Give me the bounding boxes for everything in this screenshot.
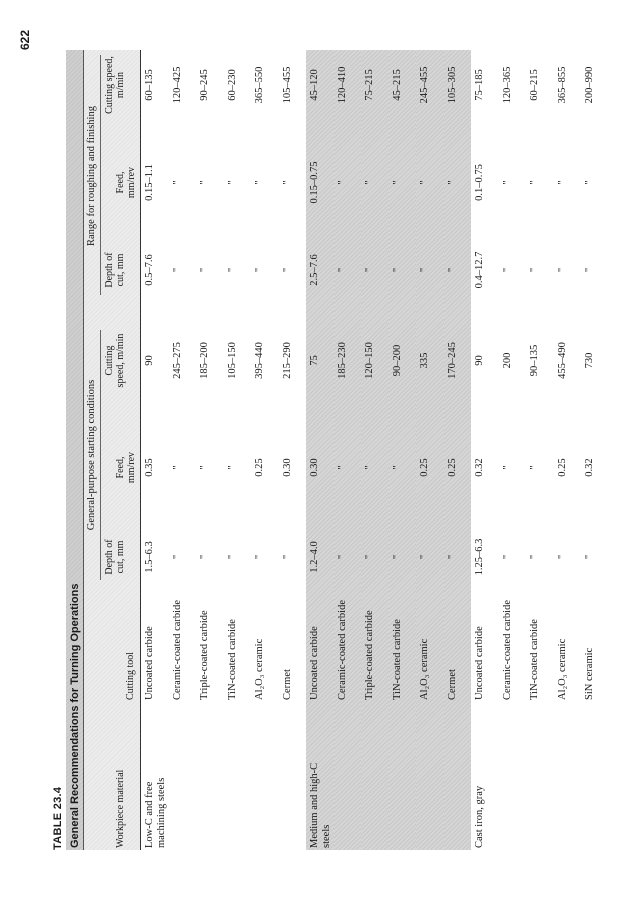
table-row <box>251 50 279 850</box>
cell-r-speed: 90–245 <box>199 69 210 101</box>
table-row <box>471 50 499 850</box>
cell-tool: Al₂O₃ ceramic <box>254 638 265 700</box>
cell-r-speed: 105–305 <box>446 66 458 104</box>
table-header <box>84 50 141 850</box>
cell-r-depth: " <box>199 267 210 273</box>
cell-r-speed: 120–425 <box>171 66 183 104</box>
cell-g-speed: 185–200 <box>199 342 210 379</box>
table-row <box>581 50 609 850</box>
cell-g-feed: 0.35 <box>144 458 155 477</box>
group-general-header: General-purpose starting conditions <box>86 379 97 531</box>
cell-g-speed: 185–230 <box>336 342 348 379</box>
cell-g-feed: " <box>171 465 183 470</box>
cell-r-speed: 60–230 <box>226 69 238 101</box>
cell-tool: TiN-coated carbide <box>391 619 403 700</box>
cell-workpiece: Low-C and free machining steels <box>144 777 167 848</box>
cell-r-feed: " <box>529 180 540 185</box>
cell-tool: Cermet <box>446 669 458 700</box>
cell-r-speed: 75–215 <box>364 69 375 101</box>
cell-r-speed: 60–215 <box>529 69 540 101</box>
page-number: 622 <box>18 29 32 50</box>
cell-tool: Ceramic-coated carbide <box>501 600 513 700</box>
table-row <box>334 50 362 850</box>
table-row <box>306 50 334 850</box>
cell-g-speed: 215–290 <box>281 342 293 379</box>
cell-g-depth: " <box>584 554 595 560</box>
cell-r-speed: 365–855 <box>556 66 568 104</box>
cell-g-depth: " <box>336 554 348 560</box>
group-general-rule <box>100 330 101 580</box>
cell-r-depth: " <box>529 267 540 273</box>
table-body <box>141 50 611 850</box>
cell-r-speed: 45–215 <box>391 69 403 101</box>
cell-r-feed: 0.15–0.75 <box>309 161 320 204</box>
table-row <box>444 50 472 850</box>
cell-r-feed: 0.1–0.75 <box>474 164 485 201</box>
rotated-table <box>52 50 612 850</box>
cell-r-feed: " <box>199 180 210 185</box>
col-r-speed: Cutting speed, m/min <box>104 56 126 114</box>
cell-tool: Ceramic-coated carbide <box>171 600 183 700</box>
cell-g-speed: 245–275 <box>171 342 183 379</box>
cell-g-speed: 730 <box>584 352 595 369</box>
cell-tool: TiN-coated carbide <box>226 619 238 700</box>
cell-r-depth: " <box>446 267 458 273</box>
cell-workpiece: Cast iron, gray <box>474 785 485 848</box>
cell-r-feed: 0.15–1.1 <box>144 164 155 201</box>
table-row <box>389 50 417 850</box>
cell-g-depth: 1.25–6.3 <box>474 538 485 576</box>
cell-r-feed: " <box>446 180 458 185</box>
cell-g-depth: " <box>446 554 458 560</box>
cell-g-feed: " <box>501 465 513 470</box>
cell-r-feed: " <box>501 180 513 185</box>
cell-r-depth: 0.4–12.7 <box>474 251 485 289</box>
cell-r-speed: 245–455 <box>419 66 430 104</box>
cell-g-feed: 0.30 <box>309 458 320 477</box>
cell-r-speed: 120–410 <box>336 66 348 104</box>
cell-g-depth: 1.2–4.0 <box>309 541 320 573</box>
cell-g-speed: 170–245 <box>446 342 458 379</box>
cell-r-depth: " <box>254 267 265 273</box>
cell-tool: Al₂O₃ ceramic <box>556 638 568 700</box>
cell-tool: Triple-coated carbide <box>364 610 375 700</box>
table-row <box>361 50 389 850</box>
group-range-header: Range for roughing and finishing <box>86 106 97 246</box>
table-row <box>279 50 307 850</box>
cell-r-depth: " <box>336 267 348 273</box>
cell-g-depth: 1.5–6.3 <box>144 541 155 573</box>
cell-g-feed: 0.25 <box>419 458 430 477</box>
cell-g-depth: " <box>419 554 430 560</box>
cell-r-speed: 200–990 <box>584 66 595 104</box>
table-row <box>526 50 554 850</box>
cell-r-speed: 45–120 <box>309 69 320 101</box>
cell-r-depth: " <box>501 267 513 273</box>
cell-r-speed: 120–365 <box>501 66 513 104</box>
cell-g-depth: " <box>391 554 403 560</box>
cell-tool: Uncoated carbide <box>309 626 320 700</box>
cell-g-depth: " <box>364 554 375 560</box>
col-r-depth: Depth of cut, mm <box>104 252 126 288</box>
cell-r-depth: " <box>171 267 183 273</box>
cell-tool: SiN ceramic <box>584 647 595 700</box>
col-g-speed: Cutting speed, m/min <box>104 333 126 388</box>
cell-r-feed: " <box>226 180 238 185</box>
cell-g-speed: 335 <box>419 352 430 369</box>
col-workpiece: Workpiece material <box>115 769 126 848</box>
cell-g-depth: " <box>226 554 238 560</box>
cell-r-depth: " <box>364 267 375 273</box>
col-tool: Cutting tool <box>125 651 136 700</box>
col-r-feed: Feed, mm/rev <box>115 166 137 199</box>
cell-g-speed: 90–135 <box>529 344 540 377</box>
cell-g-depth: " <box>529 554 540 560</box>
cell-r-feed: " <box>254 180 265 185</box>
cell-g-feed: 0.25 <box>556 458 568 477</box>
cell-g-speed: 455–490 <box>556 342 568 379</box>
cell-r-feed: " <box>556 180 568 185</box>
cell-g-feed: " <box>336 465 348 470</box>
cell-g-depth: " <box>556 554 568 560</box>
cell-r-depth: " <box>281 267 293 273</box>
cell-r-depth: " <box>419 267 430 273</box>
cell-g-feed: 0.25 <box>254 458 265 477</box>
cell-g-speed: 120–150 <box>364 342 375 379</box>
cell-g-feed: 0.32 <box>474 458 485 477</box>
cell-r-feed: " <box>391 180 403 185</box>
cell-tool: Al₂O₃ ceramic <box>419 638 430 700</box>
table-row <box>499 50 527 850</box>
cell-r-feed: " <box>419 180 430 185</box>
cell-r-depth: " <box>584 267 595 273</box>
cell-r-speed: 60–135 <box>144 69 155 101</box>
cell-r-speed: 75–185 <box>474 69 485 101</box>
cell-g-feed: " <box>199 465 210 470</box>
cell-r-feed: " <box>171 180 183 185</box>
cell-r-speed: 105–455 <box>281 66 293 104</box>
cell-r-feed: " <box>364 180 375 185</box>
cell-g-depth: " <box>199 554 210 560</box>
cell-tool: Ceramic-coated carbide <box>336 600 348 700</box>
cell-r-feed: " <box>584 180 595 185</box>
cell-g-speed: 395–440 <box>254 342 265 379</box>
table-row <box>169 50 197 850</box>
table-row <box>224 50 252 850</box>
cell-g-speed: 200 <box>501 352 513 369</box>
col-g-feed: Feed, mm/rev <box>115 451 137 484</box>
table-title: General Recommendations for Turning Operations <box>66 50 84 850</box>
cell-g-feed: 0.30 <box>281 458 293 477</box>
cell-r-depth: 0.5–7.6 <box>144 254 155 286</box>
cell-g-speed: 90 <box>474 355 485 366</box>
cell-g-feed: " <box>391 465 403 470</box>
cell-g-speed: 75 <box>309 355 320 366</box>
cell-tool: TiN-coated carbide <box>529 619 540 700</box>
table-label: TABLE 23.4 <box>52 786 64 850</box>
table-row <box>554 50 582 850</box>
cell-g-depth: " <box>501 554 513 560</box>
cell-g-feed: " <box>529 465 540 470</box>
group-range-rule <box>100 55 101 295</box>
cell-r-depth: " <box>226 267 238 273</box>
cell-tool: Uncoated carbide <box>474 626 485 700</box>
cell-workpiece: Medium and high-C steels <box>309 762 332 848</box>
cell-tool: Cermet <box>281 669 293 700</box>
cell-g-speed: 90–200 <box>391 344 403 377</box>
cell-g-depth: " <box>281 554 293 560</box>
col-g-depth: Depth of cut, mm <box>104 539 126 575</box>
table-row <box>416 50 444 850</box>
table-row <box>141 50 169 850</box>
cell-g-speed: 105–150 <box>226 342 238 379</box>
cell-r-feed: " <box>336 180 348 185</box>
cell-g-depth: " <box>254 554 265 560</box>
cell-g-speed: 90 <box>144 355 155 366</box>
cell-tool: Uncoated carbide <box>144 626 155 700</box>
cell-g-feed: 0.32 <box>584 458 595 477</box>
cell-tool: Triple-coated carbide <box>199 610 210 700</box>
cell-r-depth: 2.5–7.6 <box>309 254 320 286</box>
cell-r-depth: " <box>391 267 403 273</box>
cell-g-feed: " <box>226 465 238 470</box>
cell-g-feed: " <box>364 465 375 470</box>
cell-r-depth: " <box>556 267 568 273</box>
cell-r-feed: " <box>281 180 293 185</box>
cell-r-speed: 365–550 <box>254 66 265 104</box>
cell-g-feed: 0.25 <box>446 458 458 477</box>
table-row <box>196 50 224 850</box>
cell-g-depth: " <box>171 554 183 560</box>
